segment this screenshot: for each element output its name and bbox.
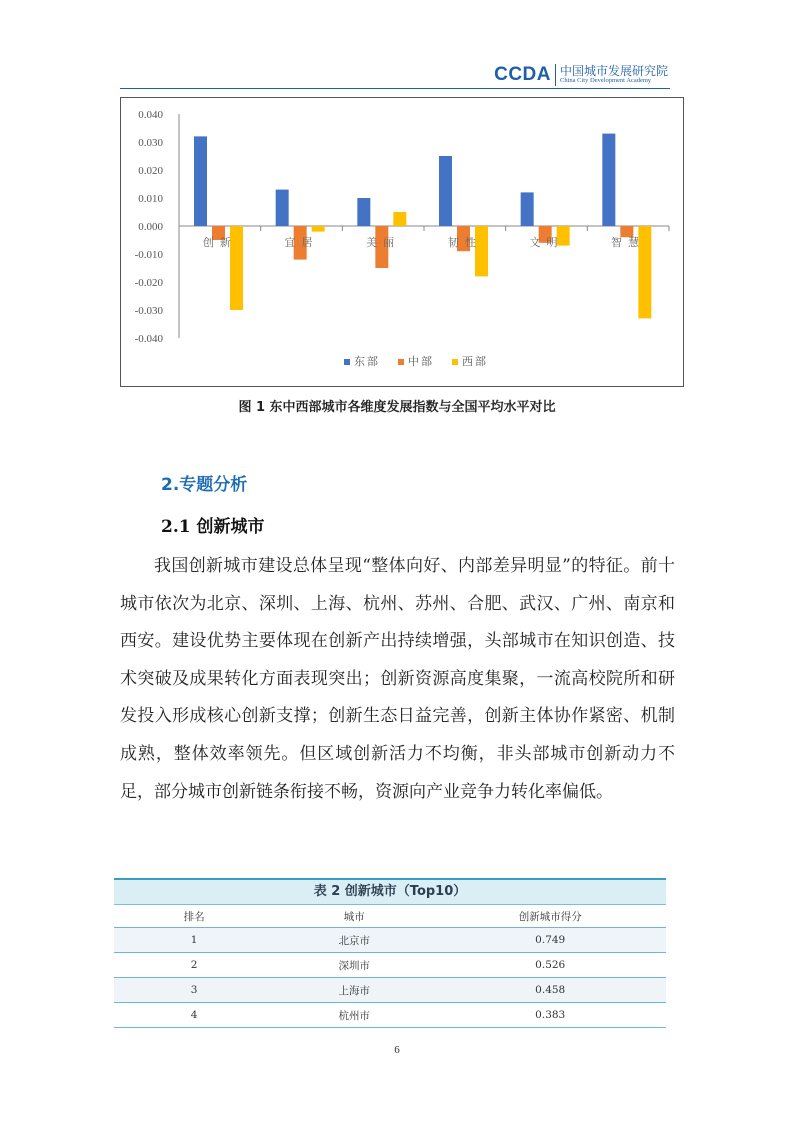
- y-tick-label: 0.030: [138, 137, 163, 149]
- table-row: [114, 978, 666, 1003]
- x-tick-label: 文明: [529, 236, 564, 249]
- table-row: [114, 928, 666, 953]
- bar-东部-文明: [521, 192, 534, 226]
- score-cell: 0.749: [434, 928, 666, 953]
- rank-cell: 2: [114, 953, 274, 978]
- rank-cell: 3: [114, 978, 274, 1003]
- bar-东部-美丽: [357, 198, 370, 226]
- logo-chinese-name: 中国城市发展研究院: [559, 64, 668, 79]
- page-number: 6: [394, 1044, 400, 1056]
- legend-swatch-东部: [344, 359, 350, 365]
- table-row: [114, 1003, 666, 1028]
- score-cell: 0.458: [434, 978, 666, 1003]
- top10-table: [114, 878, 666, 1028]
- bar-chart: [121, 98, 683, 386]
- section-heading: 2.专题分析: [161, 475, 248, 495]
- header-score: 创新城市得分: [434, 905, 666, 928]
- y-tick-label: 0.000: [138, 221, 163, 233]
- subsection-heading: 2.1 创新城市: [161, 517, 265, 537]
- legend-swatch-西部: [452, 359, 458, 365]
- bar-东部-韧性: [439, 156, 452, 226]
- x-tick-label: 宜居: [284, 236, 319, 249]
- table-header-row: [114, 905, 666, 928]
- table-caption: 表 2 创新城市（Top10）: [114, 878, 666, 905]
- y-tick-label: 0.010: [138, 193, 163, 205]
- city-cell: 深圳市: [274, 953, 434, 978]
- bar-东部-智慧: [602, 134, 615, 226]
- legend-label-中部: 中部: [408, 355, 434, 368]
- y-tick-label: 0.040: [138, 109, 163, 121]
- header-rank: 排名: [114, 905, 274, 928]
- y-tick-label: -0.020: [134, 277, 163, 289]
- bar-西部-韧性: [475, 226, 488, 276]
- x-tick-label: 智慧: [611, 236, 646, 249]
- rank-cell: 4: [114, 1003, 274, 1028]
- x-tick-label: 韧性: [447, 236, 482, 249]
- legend-label-西部: 西部: [462, 355, 488, 368]
- legend-label-东部: 东部: [354, 355, 380, 368]
- bar-东部-宜居: [276, 190, 289, 226]
- body-paragraph: 我国创新城市建设总体呈现“整体向好、内部差异明显”的特征。前十城市依次为北京、深圳、上海、杭州、苏州、合肥、武汉、广州、南京和西安。建设优势主要体现在创新产出持续增强，头部城市在知识创造、技术突破及成果转化方面表现突出；创新资源高度集聚，一流高校院所和研发投入形成核心创新支撑；创新生态日益完善，创新主体协作紧密、机制成熟，整体效率领先。但区域创新活力不均衡，非头部城市创新动力不足，部分城市创新链条衔接不畅，资源向产业竞争力转化率偏低。: [120, 556, 675, 802]
- x-tick-label: 创新: [202, 236, 237, 249]
- header-city: 城市: [274, 905, 434, 928]
- y-tick-label: 0.020: [138, 165, 163, 177]
- bar-chart-frame: [120, 97, 684, 387]
- logo-divider: [555, 64, 556, 86]
- figure-caption: 图 1 东中西部城市各维度发展指数与全国平均水平对比: [238, 400, 556, 415]
- city-cell: 杭州市: [274, 1003, 434, 1028]
- y-tick-label: -0.010: [134, 249, 163, 261]
- score-cell: 0.526: [434, 953, 666, 978]
- city-cell: 上海市: [274, 978, 434, 1003]
- bar-东部-创新: [194, 136, 207, 226]
- y-tick-label: -0.030: [134, 305, 163, 317]
- y-tick-label: -0.040: [134, 333, 163, 345]
- bar-西部-宜居: [312, 226, 325, 232]
- score-cell: 0.383: [434, 1003, 666, 1028]
- x-tick-label: 美丽: [366, 236, 401, 249]
- header-rule: [120, 88, 670, 89]
- table-row: [114, 953, 666, 978]
- logo-english-name: China City Development Academy: [559, 77, 652, 85]
- logo-text: [560, 65, 668, 85]
- legend-swatch-中部: [398, 359, 404, 365]
- rank-cell: 1: [114, 928, 274, 953]
- city-cell: 北京市: [274, 928, 434, 953]
- ccda-logo: [494, 64, 668, 86]
- logo-mark: CCDA: [494, 64, 551, 85]
- bar-西部-美丽: [393, 212, 406, 226]
